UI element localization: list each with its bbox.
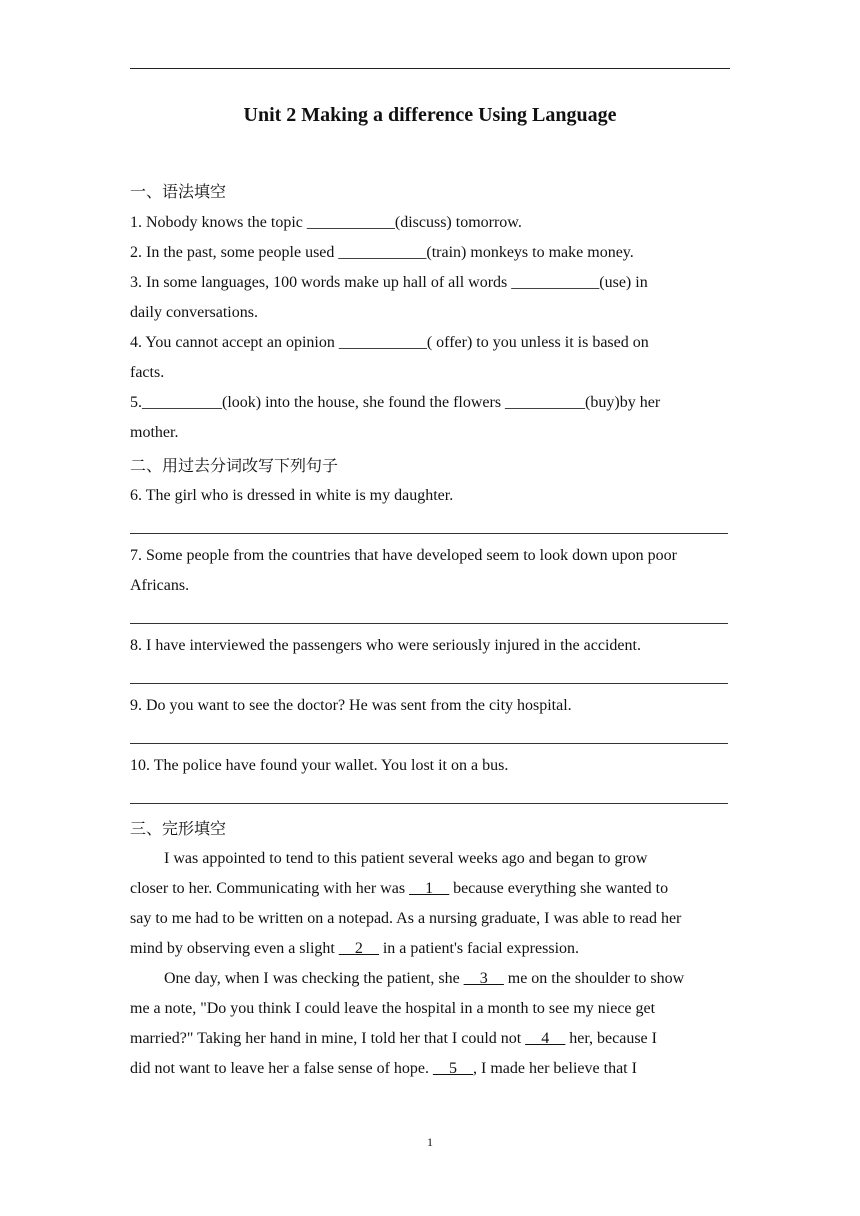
passage-line-6: me a note, "Do you think I could leave the hospital in a month to see my niece get xyxy=(130,1000,656,1017)
passage-text: because everything she wanted to xyxy=(449,880,669,897)
question-4-cont: facts. xyxy=(130,364,165,381)
question-10: 10. The police have found your wallet. You lost it on a bus. xyxy=(130,757,509,774)
blank-1: __1__ xyxy=(409,880,450,897)
passage-line-5 xyxy=(164,970,684,988)
passage-text: closer to her. Communicating with her was xyxy=(130,880,410,897)
answer-line-10 xyxy=(130,803,728,804)
passage-text: in a patient's facial expression. xyxy=(378,940,580,957)
question-6: 6. The girl who is dressed in white is my daughter. xyxy=(130,487,454,504)
question-3: 3. In some languages, 100 words make up hall of all words ___________(use) in xyxy=(130,274,648,291)
answer-line-8 xyxy=(130,683,728,684)
passage-text: married?" Taking her hand in mine, I told her that I could not xyxy=(130,1030,526,1047)
page-title: Unit 2 Making a difference Using Language xyxy=(243,104,617,126)
answer-line-9 xyxy=(130,743,728,744)
question-4: 4. You cannot accept an opinion ___________( offer) to you unless it is based on xyxy=(130,334,649,351)
blank-5: __5__ xyxy=(433,1060,474,1077)
passage-line-7 xyxy=(130,1030,657,1048)
question-1: 1. Nobody knows the topic ___________(discuss) tomorrow. xyxy=(130,214,522,231)
passage-line-8 xyxy=(130,1060,637,1078)
answer-line-7 xyxy=(130,623,728,624)
blank-3: __3__ xyxy=(463,970,504,987)
passage-text: One day, when I was checking the patient, she xyxy=(164,970,464,987)
passage-line-3: say to me had to be written on a notepad. As a nursing graduate, I was able to read her xyxy=(130,910,682,927)
section-heading-3: 三、完形填空 xyxy=(130,819,227,838)
blank-4: __4__ xyxy=(525,1030,566,1047)
passage-line-1: I was appointed to tend to this patient several weeks ago and began to grow xyxy=(164,850,648,867)
answer-line-6 xyxy=(130,533,728,534)
section-heading-2: 二、用过去分词改写下列句子 xyxy=(130,456,339,475)
passage-text: , I made her believe that I xyxy=(473,1060,637,1077)
passage-line-4 xyxy=(130,940,579,958)
section-heading-1: 一、语法填空 xyxy=(130,182,227,201)
passage-text: her, because I xyxy=(565,1030,657,1047)
passage-text: mind by observing even a slight xyxy=(130,940,339,957)
question-9: 9. Do you want to see the doctor? He was sent from the city hospital. xyxy=(130,697,572,714)
question-3-cont: daily conversations. xyxy=(130,304,258,321)
page-number: 1 xyxy=(427,1135,433,1149)
header-rule xyxy=(130,68,730,69)
passage-text: did not want to leave her a false sense of hope. xyxy=(130,1060,434,1077)
passage-text: me on the shoulder to show xyxy=(503,970,685,987)
passage-line-2 xyxy=(130,880,668,898)
question-5-cont: mother. xyxy=(130,424,179,441)
question-7-cont: Africans. xyxy=(130,577,190,594)
question-5: 5.__________(look) into the house, she found the flowers __________(buy)by her xyxy=(130,394,661,411)
blank-2: __2__ xyxy=(338,940,379,957)
question-8: 8. I have interviewed the passengers who were seriously injured in the accident. xyxy=(130,637,641,654)
question-2: 2. In the past, some people used ___________(train) monkeys to make money. xyxy=(130,244,634,261)
question-7: 7. Some people from the countries that have developed seem to look down upon poor xyxy=(130,547,677,564)
